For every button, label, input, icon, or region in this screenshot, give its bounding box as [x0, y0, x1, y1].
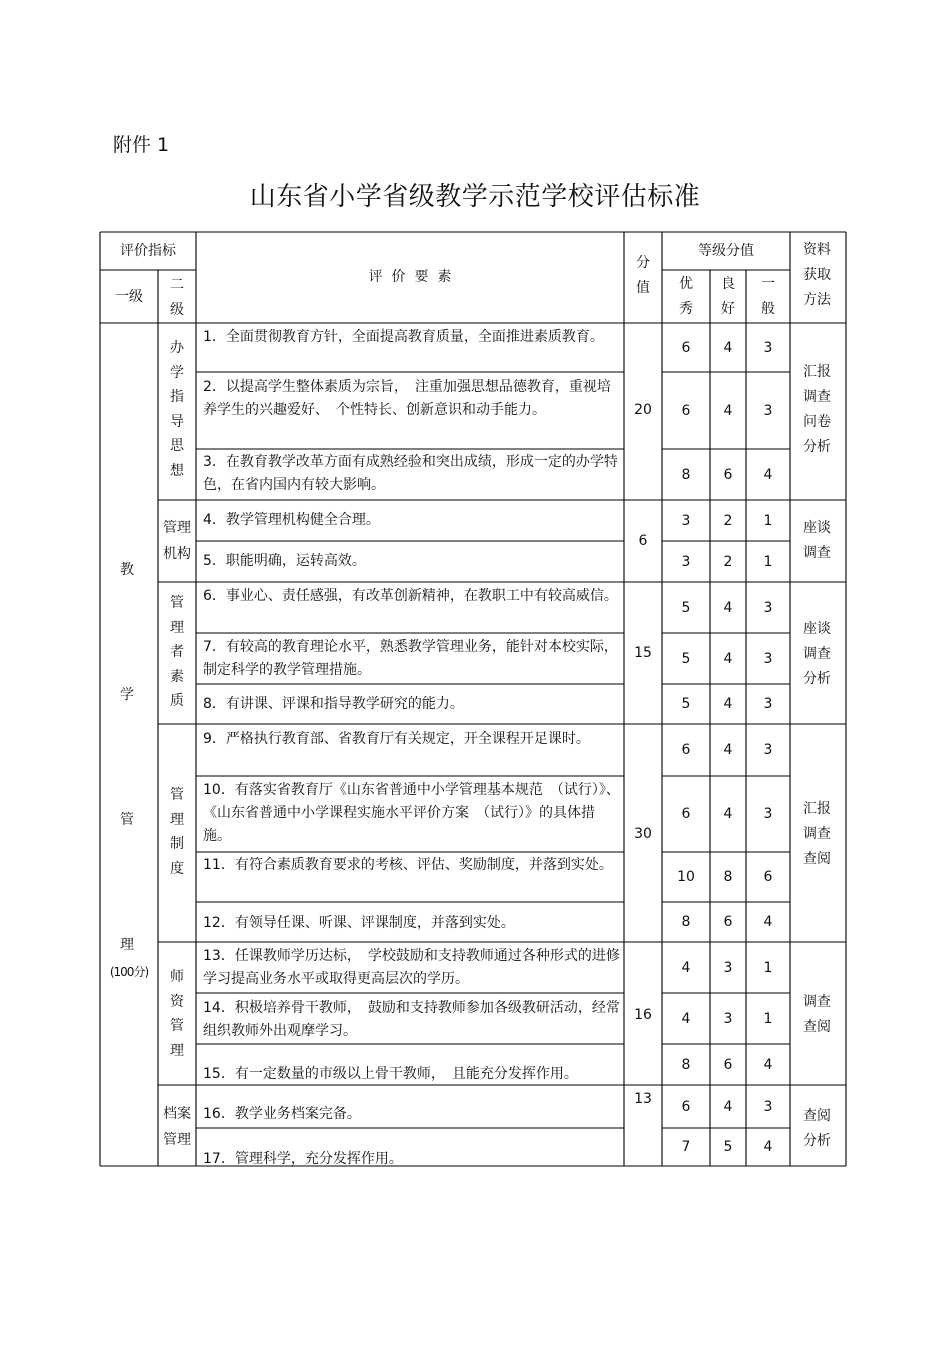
requirement-row-16: 16．教学业务档案完备。 — [203, 1106, 361, 1122]
group-method-3: 座谈调查分析 — [803, 621, 831, 687]
grade-average-row-11: 6 — [763, 869, 773, 885]
header-level1: 一级 — [115, 289, 143, 305]
grade-good-row-7: 4 — [723, 650, 733, 667]
header-level2: 二级 — [170, 277, 184, 318]
group-score-2: 6 — [638, 533, 648, 549]
grade-excellent-row-11: 10 — [677, 869, 695, 885]
grade-average-row-7: 3 — [763, 650, 773, 667]
grade-good-row-17: 5 — [723, 1139, 733, 1155]
group-name-4: 管理制度 — [170, 787, 184, 877]
group-method-1: 汇报调查问卷分析 — [803, 364, 831, 455]
attachment-label: 附件 1 — [113, 134, 170, 156]
grade-excellent-row-14: 4 — [681, 1010, 691, 1027]
group-score-3: 15 — [634, 645, 652, 661]
grade-excellent-row-4: 3 — [681, 512, 691, 529]
group-score-1: 20 — [634, 402, 652, 418]
grade-average-row-2: 3 — [763, 402, 773, 419]
requirement-row-6: 6．事业心、责任感强，有改革创新精神，在教职工中有较高威信。 — [203, 588, 618, 604]
requirement-row-12: 12．有领导任课、听课、评课制度，并落到实处。 — [203, 915, 515, 931]
grade-average-row-14: 1 — [763, 1010, 773, 1027]
requirement-row-13: 13．任课教师学历达标， 学校鼓励和支持教师通过各种形式的进修学习提高业务水平或取得更高层次的学历。 — [203, 948, 620, 987]
grade-good-row-11: 8 — [723, 869, 733, 885]
grade-average-row-12: 4 — [763, 914, 773, 930]
group-score-6: 13 — [634, 1091, 652, 1107]
level1-name: 教学管理 — [120, 562, 134, 953]
group-name-5: 师资管理 — [170, 969, 184, 1059]
group-score-4: 30 — [634, 826, 652, 842]
grade-good-row-15: 6 — [723, 1056, 733, 1073]
grade-good-row-14: 3 — [723, 1010, 733, 1027]
grade-excellent-row-6: 5 — [681, 599, 691, 616]
requirement-row-8: 8．有讲课、评课和指导教学研究的能力。 — [203, 696, 464, 712]
requirement-row-5: 5．职能明确，运转高效。 — [203, 553, 366, 569]
grade-average-row-9: 3 — [763, 742, 773, 758]
requirement-row-14: 14．积极培养骨干教师， 鼓励和支持教师参加各级教研活动，经常组织教师外出观摩学习。 — [203, 1000, 620, 1039]
header-excellent: 优秀 — [679, 276, 693, 317]
grade-excellent-row-9: 6 — [681, 742, 691, 758]
grade-good-row-3: 6 — [723, 466, 733, 483]
requirement-row-1: 1．全面贯彻教育方针，全面提高教育质量，全面推进素质教育。 — [203, 329, 604, 345]
grade-excellent-row-16: 6 — [681, 1098, 691, 1115]
grade-average-row-16: 3 — [763, 1098, 773, 1115]
grade-good-row-10: 4 — [723, 806, 733, 822]
header-average: 一般 — [761, 276, 775, 317]
grade-excellent-row-12: 8 — [681, 914, 691, 930]
grade-average-row-4: 1 — [763, 512, 773, 529]
requirement-row-7: 7．有较高的教育理论水平，熟悉教学管理业务，能针对本校实际，制定科学的教学管理措施。 — [203, 639, 618, 678]
grade-excellent-row-13: 4 — [681, 959, 691, 976]
header-good: 良好 — [721, 276, 735, 317]
grade-average-row-15: 4 — [763, 1056, 773, 1073]
requirement-row-15: 15．有一定数量的市级以上骨干教师， 且能充分发挥作用。 — [203, 1066, 578, 1082]
level1-points: (100分) — [109, 965, 149, 979]
grade-excellent-row-17: 7 — [681, 1139, 691, 1155]
grade-excellent-row-10: 6 — [681, 806, 691, 822]
requirement-row-17: 17．管理科学，充分发挥作用。 — [203, 1151, 403, 1167]
page-title: 山东省小学省级教学示范学校评估标准 — [249, 182, 701, 212]
group-method-4: 汇报调查查阅 — [803, 801, 831, 867]
header-elements: 评 价 要 素 — [368, 269, 452, 285]
header-score: 分值 — [636, 255, 650, 296]
grade-good-row-2: 4 — [723, 402, 733, 419]
grade-good-row-9: 4 — [723, 742, 733, 758]
group-method-2: 座谈调查 — [803, 520, 831, 561]
grade-good-row-6: 4 — [723, 599, 733, 616]
grade-average-row-8: 3 — [763, 696, 773, 712]
grade-good-row-8: 4 — [723, 696, 733, 712]
grade-average-row-1: 3 — [763, 339, 773, 356]
grade-excellent-row-7: 5 — [681, 650, 691, 667]
grade-average-row-3: 4 — [763, 466, 773, 483]
grade-good-row-16: 4 — [723, 1098, 733, 1115]
requirement-row-9: 9．严格执行教育部、省教育厅有关规定，开全课程开足课时。 — [203, 731, 590, 747]
requirement-row-10: 10．有落实省教育厅《山东省普通中小学管理基本规范 （试行）》、《山东省普通中小学课程实施水平评价方案 （试行）》的具体措施。 — [203, 782, 620, 844]
grade-excellent-row-1: 6 — [681, 339, 691, 356]
requirement-row-2: 2．以提高学生整体素质为宗旨， 注重加强思想品德教育，重视培养学生的兴趣爱好、 个性特长、创新意识和动手能力。 — [203, 379, 611, 418]
group-name-1: 办学指导思想 — [170, 340, 184, 479]
group-name-6: 档案管理 — [163, 1106, 191, 1148]
group-name-3: 管理者素质 — [170, 595, 184, 709]
grade-good-row-4: 2 — [723, 512, 733, 529]
grade-average-row-10: 3 — [763, 806, 773, 822]
requirement-row-11: 11．有符合素质教育要求的考核、评估、奖励制度，并落到实处。 — [203, 857, 613, 873]
grade-average-row-6: 3 — [763, 599, 773, 616]
header-method: 资料获取方法 — [803, 242, 831, 308]
grade-excellent-row-3: 8 — [681, 466, 691, 483]
grade-good-row-13: 3 — [723, 959, 733, 976]
grade-good-row-12: 6 — [723, 914, 733, 930]
group-method-5: 调查查阅 — [803, 994, 831, 1035]
grade-average-row-5: 1 — [763, 553, 773, 570]
grade-good-row-1: 4 — [723, 339, 733, 356]
grade-excellent-row-15: 8 — [681, 1056, 691, 1073]
group-name-2: 管理机构 — [163, 520, 191, 562]
grade-excellent-row-2: 6 — [681, 402, 691, 419]
grade-average-row-13: 1 — [763, 959, 773, 976]
requirement-row-4: 4．教学管理机构健全合理。 — [203, 512, 380, 528]
grade-excellent-row-5: 3 — [681, 553, 691, 570]
group-score-5: 16 — [634, 1007, 652, 1023]
requirement-row-3: 3．在教育教学改革方面有成熟经验和突出成绩，形成一定的办学特色，在省内国内有较大影响。 — [203, 454, 618, 493]
grade-average-row-17: 4 — [763, 1139, 773, 1155]
header-indicator: 评价指标 — [120, 243, 176, 259]
grade-good-row-5: 2 — [723, 553, 733, 570]
group-method-6: 查阅分析 — [803, 1108, 831, 1149]
grade-excellent-row-8: 5 — [681, 696, 691, 712]
header-grade-scores: 等级分值 — [698, 243, 754, 259]
